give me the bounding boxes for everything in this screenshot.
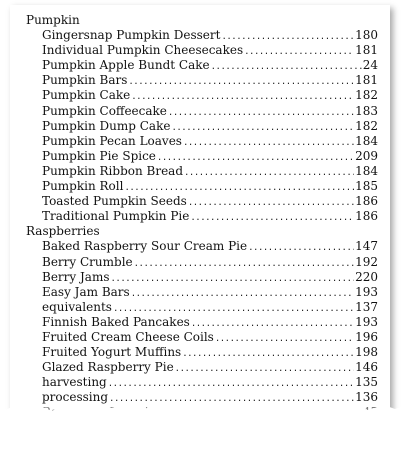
section-heading-pumpkin: Pumpkin [26,13,80,27]
entry-name: harvesting [42,375,107,390]
index-page [10,5,390,430]
index-entry [26,149,378,164]
index-entry [26,285,378,300]
torn-edge [0,392,401,454]
dot-leader [128,75,354,90]
dot-leader [131,287,354,302]
entry-page: 220 [355,269,378,284]
entry-name: Easy Jam Bars [42,284,130,299]
entry-name: Baked Raspberry Sour Cream Pie [42,239,248,254]
index-entry [26,88,378,103]
index-entry [26,58,378,73]
entry-page: 183 [355,103,378,118]
dot-leader [190,211,354,226]
entry-name: Pumpkin Coffeecake [42,103,167,118]
entry-name: Pumpkin Cake [42,88,131,103]
index-entry [26,134,378,149]
entry-name: Gingersnap Pumpkin Dessert [42,28,221,43]
entry-page: 193 [355,314,378,329]
index-entry [26,209,378,224]
dot-leader [157,151,354,166]
entry-name: Pumpkin Ribbon Bread [42,163,184,178]
entry-page: 146 [355,360,378,375]
dot-leader [188,196,354,211]
section-heading-raspberries: Raspberries [26,224,100,239]
dot-leader [191,317,354,332]
index-entry [26,119,378,134]
entry-page: 184 [355,163,378,178]
dot-leader [175,362,354,377]
dot-leader [244,45,354,60]
entry-page: 196 [355,329,378,344]
entry-name: equivalents [42,299,112,314]
dot-leader [168,106,354,121]
entry-name: Traditional Pumpkin Pie [42,209,190,224]
entry-name: Fruited Cream Cheese Coils [42,329,214,344]
entry-name: Pumpkin Pie Spice [42,148,156,163]
entry-page: 182 [355,118,378,133]
dot-leader [184,166,354,181]
entry-name: Pumpkin Pecan Loaves [42,133,182,148]
entry-name: Glazed Raspberry Pie [42,360,174,375]
entry-page: 181 [355,43,378,58]
entry-page: 147 [355,239,378,254]
index-entry [26,164,378,179]
index-entry [26,73,378,88]
entry-page: 198 [355,345,378,360]
entry-page: 186 [355,194,378,209]
index-entry [26,179,378,194]
index-entry [26,330,378,345]
torn-paper-mask [0,401,401,454]
dot-leader [134,257,354,272]
dot-leader [182,347,354,362]
entry-name: Individual Pumpkin Cheesecakes [42,43,244,58]
entry-name: Fruited Yogurt Muffins [42,345,182,360]
dot-leader [215,332,354,347]
entry-page: 137 [355,299,378,314]
entry-name: Berry Jams [42,269,110,284]
entry-name: Pumpkin Bars [42,73,128,88]
entry-name: Berry Crumble [42,254,133,269]
dot-leader [171,121,354,136]
entry-page: 24 [362,58,378,73]
entry-page: 193 [355,284,378,299]
index-entry [26,239,378,254]
dot-leader [183,136,354,151]
entry-name: processing [42,390,109,405]
index-entry [26,360,378,375]
index-entry [26,300,378,315]
entry-name: Finnish Baked Pancakes [42,314,190,329]
index-entry [26,375,378,390]
entry-page: 184 [355,133,378,148]
index-entry [26,255,378,270]
index-entry [26,345,378,360]
entry-name: Toasted Pumpkin Seeds [42,194,187,209]
entry-page: 185 [355,179,378,194]
entry-page: 181 [355,73,378,88]
index-entry [26,28,378,43]
dot-leader [108,377,354,392]
entry-name: Pumpkin Dump Cake [42,118,171,133]
entry-page: 186 [355,209,378,224]
index-entry [26,315,378,330]
index-entry [26,194,378,209]
entry-page: 180 [355,28,378,43]
entry-page: 182 [355,88,378,103]
entry-name: Pumpkin Apple Bundt Cake [42,58,210,73]
index-entry [26,270,378,285]
entry-name: Pumpkin Roll [42,179,124,194]
dot-leader [111,272,355,287]
entry-page: 209 [355,148,378,163]
index-entry [26,104,378,119]
entry-page: 136 [355,390,378,405]
dot-leader [248,241,354,256]
index-entry [26,43,378,58]
dot-leader [211,60,362,75]
recipe-index [26,13,378,421]
entry-page: 192 [355,254,378,269]
entry-page: 135 [355,375,378,390]
